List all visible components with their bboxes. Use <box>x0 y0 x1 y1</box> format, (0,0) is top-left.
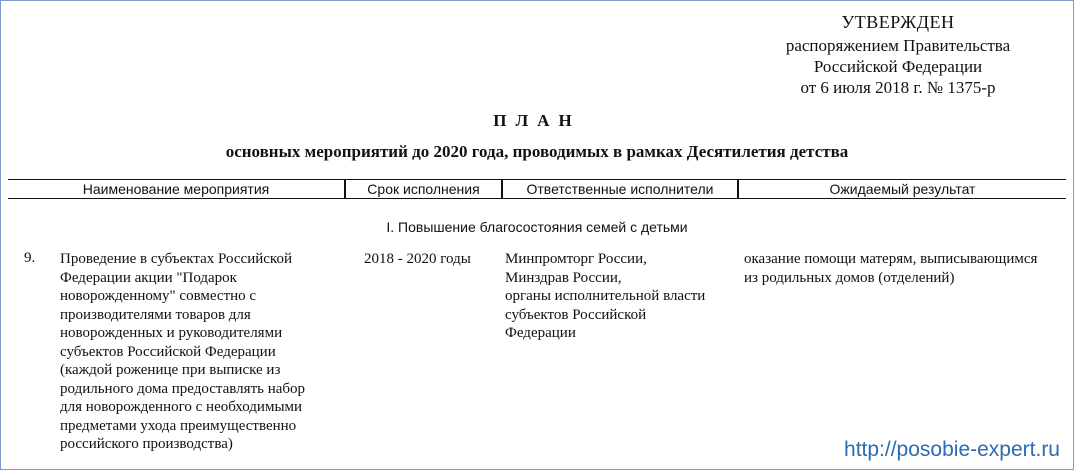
responsible-line: органы исполнительной власти <box>505 288 706 304</box>
approval-line-2: Российской Федерации <box>813 57 983 76</box>
event-line: субъектов Российской Федерации <box>60 343 276 360</box>
approval-line-3: от 6 июля 2018 г. № 1375-р <box>800 78 996 97</box>
approval-title: УТВЕРЖДЕН <box>841 12 955 32</box>
approval-line-1: распоряжением Правительства <box>785 36 1011 55</box>
event-line: для новорожденного с необходимыми <box>60 399 303 415</box>
header-event: Наименование мероприятия <box>8 180 345 199</box>
responsible-line: Минздрав России, <box>505 269 622 286</box>
responsible-line: субъектов Российской <box>505 306 647 323</box>
result-cell <box>744 250 1069 287</box>
event-line: Федерации акции "Подарок <box>60 269 237 286</box>
result-line: оказание помощи матерям, выписывающимся <box>744 251 1038 267</box>
header-responsible: Ответственные исполнители <box>502 180 738 199</box>
event-line: предметами ухода преимущественно <box>60 417 297 434</box>
responsible-cell <box>505 250 735 343</box>
approval-block <box>748 12 1048 98</box>
responsible-line: Минпромторг России, <box>505 251 647 267</box>
event-line: Проведение в субъектах Российской <box>60 251 292 267</box>
event-cell <box>60 250 350 454</box>
event-line: родильного дома предоставлять набор <box>60 380 306 397</box>
watermark-link[interactable]: http://posobie-expert.ru <box>844 438 1060 461</box>
responsible-line: Федерации <box>505 325 576 341</box>
event-line: новорожденных и руководителями <box>60 325 283 341</box>
header-result: Ожидаемый результат <box>738 180 1066 199</box>
plan-title: ПЛАН <box>493 111 581 130</box>
term-cell: 2018 - 2020 годы <box>364 251 471 267</box>
event-line: новорожденному" совместно с <box>60 288 257 304</box>
plan-subtitle: основных мероприятий до 2020 года, проводимых в рамках Десятилетия детства <box>225 142 849 161</box>
event-line: российского производства) <box>60 436 233 452</box>
table-header-row <box>8 180 1066 200</box>
event-line: производителями товаров для <box>60 306 251 323</box>
header-term: Срок исполнения <box>345 180 502 199</box>
result-line: из родильных домов (отделений) <box>744 269 955 286</box>
section-title: I. Повышение благосостояния семей с детьми <box>386 219 688 235</box>
row-number: 9. <box>24 250 36 266</box>
event-line: (каждой роженице при выписке из <box>60 362 281 378</box>
